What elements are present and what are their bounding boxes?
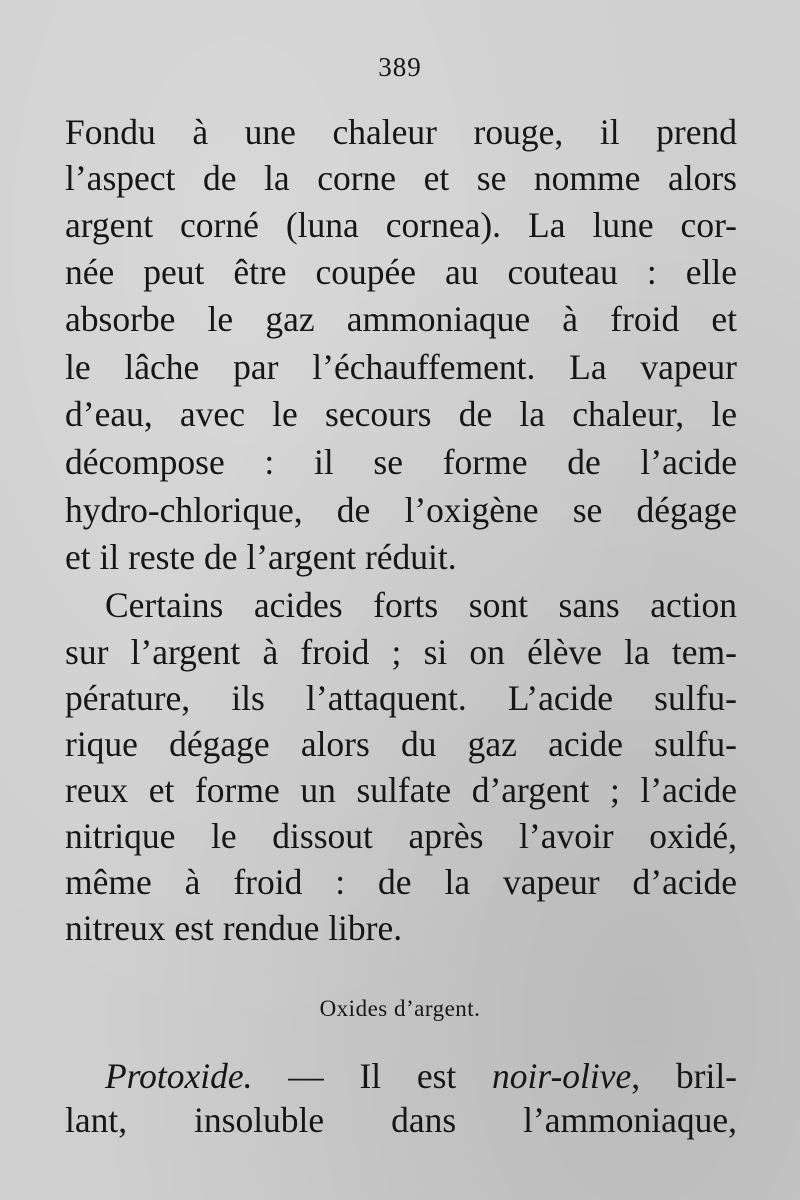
text-line: décompose : il se forme de l’acide	[65, 442, 737, 482]
text-line: reux et forme un sulfate d’argent ; l’acide	[65, 770, 737, 810]
text-run: , bril-	[631, 1056, 738, 1096]
section-heading: Oxides d’argent.	[319, 996, 481, 1021]
text-line	[105, 1054, 737, 1098]
text-line: d’eau, avec le secours de la chaleur, le	[65, 394, 737, 434]
term-protoxide: Protoxide.	[105, 1056, 253, 1096]
text-line: Certains acides forts sont sans action	[105, 585, 737, 625]
page-number: 389	[378, 52, 422, 82]
text-line: le lâche par l’échauffement. La vapeur	[65, 347, 737, 387]
text-line: absorbe le gaz ammoniaque à froid et	[65, 299, 737, 339]
text-line: sur l’argent à froid ; si on élève la tem-	[65, 632, 737, 672]
text-line: nitreux est rendue libre.	[65, 908, 403, 948]
text-line: pérature, ils l’attaquent. L’acide sulfu-	[65, 678, 737, 718]
color-term: noir-olive	[492, 1056, 632, 1096]
text-line: nitrique le dissout après l’avoir oxidé,	[65, 816, 737, 856]
text-line: hydro-chlorique, de l’oxigène se dégage	[65, 490, 737, 530]
text-line: lant, insoluble dans l’ammoniaque,	[65, 1100, 737, 1140]
text-line: l’aspect de la corne et se nomme alors	[65, 158, 737, 198]
text-line: et il reste de l’argent réduit.	[65, 537, 457, 577]
text-line: même à froid : de la vapeur d’acide	[65, 862, 737, 902]
text-line: rique dégage alors du gaz acide sulfu-	[65, 724, 737, 764]
text-run: — Il est	[252, 1056, 493, 1096]
text-line: née peut être coupée au couteau : elle	[65, 252, 737, 292]
text-line: Fondu à une chaleur rouge, il prend	[65, 112, 737, 152]
text-line: argent corné (luna cornea). La lune cor-	[65, 205, 737, 245]
